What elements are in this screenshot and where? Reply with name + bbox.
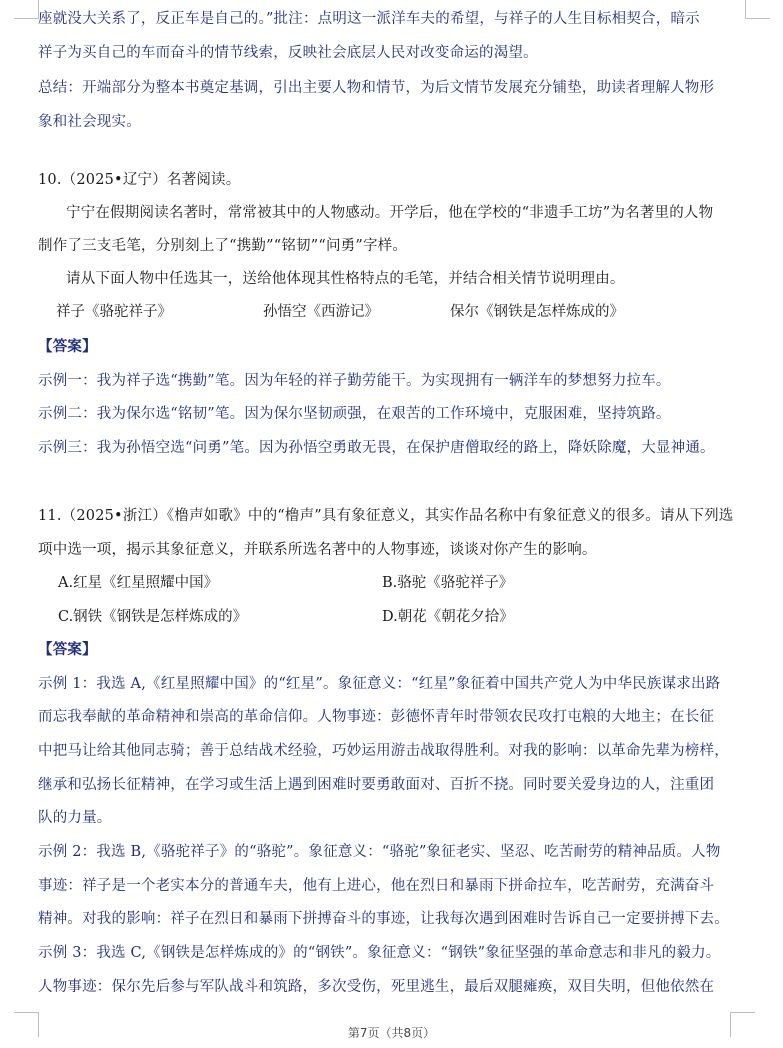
corner-mark-top-left (14, 0, 39, 19)
question-11-example-2-line-3: 精神。对我的影响：祥子在烈日和暴雨下拼搏奋斗的事迹，让我每次遇到困难时告诉自己一定要拼搏下去。 (38, 911, 729, 927)
question-11-option-b: B.骆驼《骆驼祥子》 (382, 575, 514, 591)
question-10-para-1b: 制作了三支毛笔，分别刻上了“携勤”“铭韧”“问勇”字样。 (38, 238, 408, 254)
top-line-2: 祥子为买自己的车而奋斗的情节线索，反映社会底层人民对改变命运的渴望。 (38, 45, 538, 61)
corner-mark-top-right (745, 0, 770, 19)
question-10-example-3: 示例三：我为孙悟空选“问勇”笔。因为孙悟空勇敢无畏，在保护唐僧取经的路上，降妖除魔，大显神通。 (38, 440, 715, 456)
question-11-answer-label: 【答案】 (38, 641, 97, 658)
question-11-example-1-line-3: 中把马让给其他同志骑；善于总结战术经验，巧妙运用游击战取得胜利。对我的影响：以革命先辈为榜样， (38, 743, 729, 759)
top-line-1: 座就没大关系了，反正车是自己的。”批注：点明这一派洋车夫的希望，与祥子的人生目标相契合，暗示 (38, 11, 700, 27)
question-11-example-3-line-2: 人物事迹：保尔先后参与军队战斗和筑路，多次受伤，死里逃生，最后双腿瘫痪，双目失明，但他依然在 (38, 979, 715, 995)
question-11-example-1-line-2: 而忘我奉献的革命精神和崇高的革命信仰。人物事迹：彭德怀青年时带领农民攻打屯粮的大地主；在长征 (38, 709, 715, 725)
question-10-para-1a: 宁宁在假期阅读名著时，常常被其中的人物感动。开学后，他在学校的“非遗手工坊”为名著里的人物 (66, 205, 714, 221)
summary-line-2: 象和社会现实。 (38, 114, 141, 130)
question-11-example-1-line-4: 继承和弘扬长征精神，在学习或生活上遇到困难时要勇敢面对、百折不挠。同时要关爱身边的人，注重团 (38, 777, 715, 793)
question-11-example-1-line-5: 队的力量。 (38, 810, 112, 826)
question-11-option-a: A.红星《红星照耀中国》 (58, 575, 219, 591)
question-11-option-c: C.钢铁《钢铁是怎样炼成的》 (58, 609, 248, 625)
question-11-title-2: 项中选一项，揭示其象征意义，并联系所选名著中的人物事迹，谈谈对你产生的影响。 (38, 542, 597, 558)
summary-line-1: 总结：开端部分为整本书奠定基调，引出主要人物和情节，为后文情节发展充分铺垫，助读者理解人物形 (38, 80, 715, 96)
question-11-option-d: D.朝花《朝花夕拾》 (382, 609, 514, 625)
question-10-option-1: 祥子《骆驼祥子》 (56, 304, 172, 320)
question-10-para-2: 请从下面人物中任选其一，送给他体现其性格特点的毛笔，并结合相关情节说明理由。 (66, 271, 625, 287)
question-10-option-2: 孙悟空《西游记》 (263, 304, 379, 320)
question-11-example-3-line-1: 示例 3：我选 C,《钢铁是怎样炼成的》的“钢铁”。象征意义：“钢铁”象征坚强的革命意志和非凡的毅力。 (38, 945, 721, 961)
question-10-option-3: 保尔《钢铁是怎样炼成的》 (450, 304, 624, 320)
question-10-example-1: 示例一：我为祥子选“携勤”笔。因为年轻的祥子勤劳能干。为实现拥有一辆洋车的梦想努力拉车。 (38, 373, 671, 389)
question-10-example-2: 示例二：我为保尔选“铭韧”笔。因为保尔坚韧顽强，在艰苦的工作环境中，克服困难，坚持筑路。 (38, 406, 671, 422)
question-11-example-1-line-1: 示例 1：我选 A,《红星照耀中国》的“红星”。象征意义：“红星”象征着中国共产党人为中华民族谋求出路 (38, 676, 721, 692)
question-11-example-2-line-1: 示例 2：我选 B,《骆驼祥子》的“骆驼”。象征意义：“骆驼”象征老实、坚忍、吃苦耐劳的精神品质。人物 (38, 844, 721, 860)
page-footer: 第7页（共8页） (347, 1026, 436, 1040)
question-11-title-1: 11.（2025•浙江）《橹声如歌》中的“橹声”具有象征意义，其实作品名称中有象征意义的很多。请从下列选 (38, 508, 734, 524)
question-11-example-2-line-2: 事迹：祥子是一个老实本分的普通车夫，他有上进心，他在烈日和暴雨下拼命拉车，吃苦耐劳，充满奋斗 (38, 878, 715, 894)
question-10-title: 10.（2025•辽宁）名著阅读。 (38, 172, 241, 188)
question-10-answer-label: 【答案】 (38, 338, 97, 355)
